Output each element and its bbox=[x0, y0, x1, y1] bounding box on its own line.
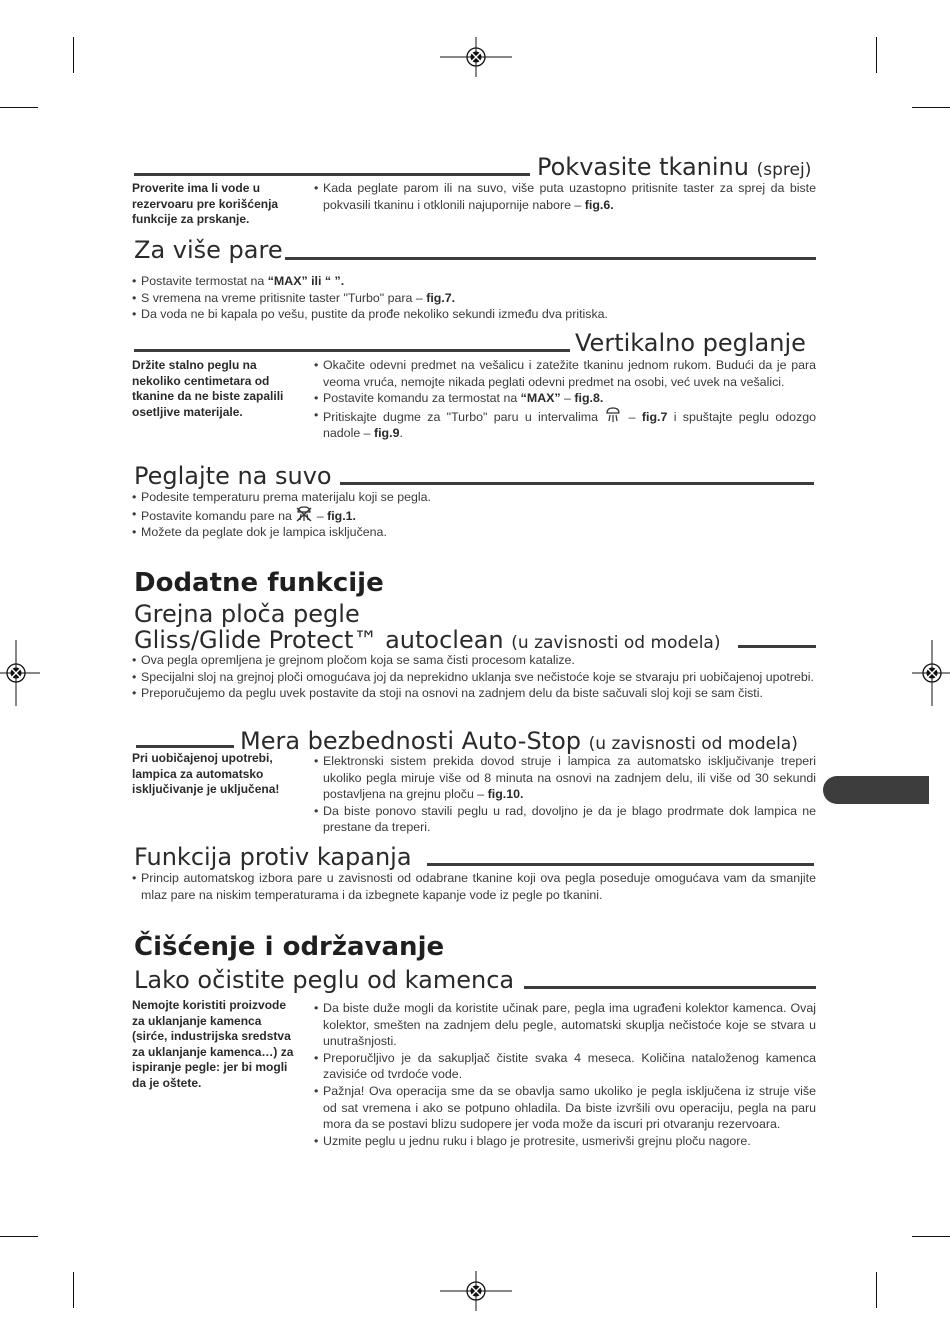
section-heading-vise-pare: Za više pare bbox=[134, 236, 283, 264]
side-note: Proverite ima li vode u rezervoaru pre korišćenja funkcije za prskanje. bbox=[132, 181, 279, 226]
bullet-list bbox=[132, 273, 822, 323]
chapter-heading-dodatne: Dodatne funkcije bbox=[134, 568, 384, 598]
crop-mark bbox=[876, 37, 877, 73]
chapter-heading-ciscenje: Čišćenje i održavanje bbox=[134, 932, 445, 962]
heading-subtitle: (sprej) bbox=[756, 160, 812, 180]
list-item: • Kada peglate parom ili na suvo, više puta uzastopno pritisnite taster za sprej da biste pokvasili tkaninu i otklonili najupornije nabore – fig.6. bbox=[314, 180, 816, 213]
list-item: • Postavite komandu za termostat na “MAX” – fig.8. bbox=[314, 390, 816, 407]
list-item: • Ova pegla opremljena je grejnom pločom koja se sama čisti procesom katalize. bbox=[132, 652, 816, 669]
bullet-list bbox=[314, 1000, 816, 1149]
heading-rule bbox=[738, 645, 816, 648]
no-steam-icon bbox=[295, 506, 313, 522]
bullet-list bbox=[314, 753, 816, 836]
registration-mark-icon bbox=[912, 640, 950, 706]
section-heading-vertikalno: Vertikalno peglanje bbox=[575, 329, 806, 357]
heading-text: Pokvasite tkaninu bbox=[537, 153, 749, 181]
side-note: Držite stalno peglu na nekoliko centimetara od tkanine da ne biste zapalili osetljive materijale. bbox=[132, 358, 284, 419]
bullet-list bbox=[314, 357, 816, 442]
list-item: • Pažnja! Ova operacija sme da se obavlja samo ukoliko je pegla isključena iz struje više od sat vremena i ako se potpuno ohladila. Da biste izvršili ovu operaciju, pegla na paru mora da se postavi blizu sudopere jer voda može da iscuri pri otvaranju rezervoara. bbox=[314, 1083, 816, 1133]
section-heading-autostop: Mera bezbednosti Auto-Stop (u zavisnosti od modela) bbox=[240, 727, 798, 755]
list-item: • Da voda ne bi kapala po vešu, pustite da prođe nekoliko sekundi između dva pritiska. bbox=[132, 306, 822, 323]
page-side-tab bbox=[823, 776, 929, 804]
side-note: Pri uobičajenoj upotrebi, lampica za automatsko isključivanje je uključena! bbox=[132, 751, 280, 796]
registration-mark-icon bbox=[0, 640, 40, 706]
heading-rule bbox=[134, 173, 530, 176]
section-heading-grejna: Grejna ploča pegle Gliss/Glide Protect™ autoclean (u zavisnosti od modela) bbox=[134, 600, 721, 654]
heading-rule bbox=[340, 482, 814, 485]
side-note: Nemojte koristiti proizvode za uklanjanje kamenca (sirće, industrijska sredstva za uklanjanje kamenca…) za ispiranje pegle: jer bi mogli da je oštete. bbox=[132, 998, 294, 1090]
list-item: • Okačite odevni predmet na vešalicu i zatežite tkaninu jednom rukom. Budući da je para veoma vruća, nemojte nikada peglati odevni predmet na osobi, već uvek na vešalici. bbox=[314, 357, 816, 390]
bullet-list bbox=[132, 652, 816, 702]
list-item: • Elektronski sistem prekida dovod struje i lampica za automatsko isključivanje treperi ukoliko pegla miruje više od 8 minuta na osnovi na zadnjem delu, ili više od 30 sekundi postavljena na grejnu ploču – fig.10. bbox=[314, 753, 816, 803]
list-item: • Da biste ponovo stavili peglu u rad, dovoljno je da je blago prodrmate dok lampica ne prestane da treperi. bbox=[314, 803, 816, 836]
crop-mark bbox=[0, 1236, 38, 1237]
list-item: • Preporučujemo da peglu uvek postavite da stoji na osnovi na zadnjem delu da biste sačuvali sloj koji se sam čisti. bbox=[132, 685, 816, 702]
list-item: • S vremena na vreme pritisnite taster "Turbo" para – fig.7. bbox=[132, 290, 822, 307]
list-item: • Pritiskajte dugme za "Turbo" paru u intervalima – fig.7 i spuštajte peglu odozgo nadole – fig.9. bbox=[314, 407, 816, 442]
list-item: • Specijalni sloj na grejnoj ploči omogućava joj da neprekidno uklanja sve nečistoće koje se stvaraju pri uobičajenoj upotrebi. bbox=[132, 669, 816, 686]
crop-mark bbox=[0, 107, 38, 108]
heading-rule bbox=[524, 986, 816, 989]
steam-burst-icon bbox=[604, 407, 622, 423]
list-item: • Postavite termostat na “MAX” ili “ ”. bbox=[132, 273, 822, 290]
heading-rule bbox=[285, 257, 816, 260]
heading-rule bbox=[427, 863, 814, 866]
crop-mark bbox=[912, 1236, 950, 1237]
crop-mark bbox=[73, 37, 74, 73]
list-item: • Možete da peglate dok je lampica isključena. bbox=[132, 524, 822, 541]
section-heading-kamenac: Lako očistite peglu od kamenca bbox=[134, 966, 515, 994]
bullet-list bbox=[314, 180, 816, 213]
list-item: • Preporučljivo je da sakupljač čistite svaka 4 meseca. Količina nataloženog kamenca zavisiće od tvrdoće vode. bbox=[314, 1050, 816, 1083]
list-item: • Postavite komandu pare na – fig.1. bbox=[132, 506, 822, 525]
list-item: • Podesite temperaturu prema materijalu koji se pegla. bbox=[132, 489, 822, 506]
bullet-list bbox=[132, 489, 822, 541]
list-item: • Da biste duže mogli da koristite učinak pare, pegla ima ugrađeni kolektor kamenca. Ovaj kolektor, smešten na zadnjem delu pegle, automatski skuplja nečistoće koje se stvara u unutrašnjosti. bbox=[314, 1000, 816, 1050]
heading-rule bbox=[136, 745, 234, 748]
crop-mark bbox=[876, 1272, 877, 1308]
list-item: • Princip automatskog izbora pare u zavisnosti od odabrane tkanine koji ova pegla poseduje omogućava vam da smanjite mlaz pare na niskim temperaturama i da izbegnete kapanje vode iz pegle po tkanini. bbox=[132, 870, 816, 903]
registration-mark-icon bbox=[440, 37, 512, 77]
section-heading-kapanje: Funkcija protiv kapanja bbox=[134, 843, 412, 871]
section-heading-suvo: Peglajte na suvo bbox=[134, 462, 332, 490]
crop-mark bbox=[73, 1272, 74, 1308]
list-item: • Uzmite peglu u jednu ruku i blago je protresite, usmerivši grejnu ploču nagore. bbox=[314, 1133, 816, 1150]
crop-mark bbox=[912, 107, 950, 108]
registration-mark-icon bbox=[440, 1271, 512, 1311]
bullet-list bbox=[132, 870, 816, 903]
heading-rule bbox=[134, 349, 570, 352]
